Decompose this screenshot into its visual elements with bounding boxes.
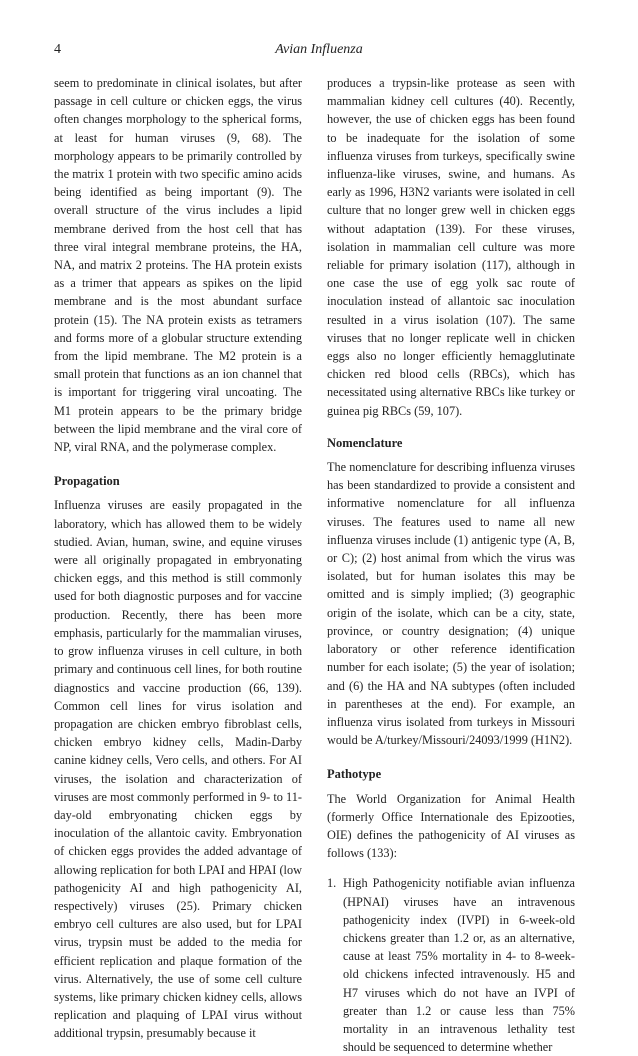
pathotype-list [327,874,575,1056]
running-title: Avian Influenza [275,42,363,57]
list-item-number: 1. [327,876,337,891]
intro-paragraph: seem to predominate in clinical isolates, but after passage in cell culture or chicken eggs, the virus often changes morphology to the spherical forms, at least for human viruses (9, 68). The morphology appears to be primarily controlled by the matrix 1 protein with two specific amino acids being identified as being important (9). The overall structure of the virus includes a lipid membrane derived from the host cell that has three viral integral membrane proteins, the HA, NA, and matrix 2 proteins. The HA protein exists as a trimer that appears as spikes on the lipid membrane and is the most abundant surface protein (15). The NA protein exists as tetramers and forms more of a globular structure extending from the lipid membrane. The M2 protein is a small protein that functions as an ion channel that is important for triggering viral uncoating. The M1 protein appears to be the primary bridge between the lipid membrane and the viral core of NP, viral RNA, and the polymerase complex. [54,76,302,455]
nomenclature-paragraph: The nomenclature for describing influenza viruses has been standardized to provide a consistent and informative nomenclature for all influenza viruses. The features used to name all new influenza viruses include (1) antigenic type (A, B, or C); (2) host animal from which the virus was isolated, but for human isolates this may be omitted and is simply implied; (3) geographic origin of the isolate, which can be a city, state, province, or country designation; (4) unique laboratory or other reference identification number for each isolate; (5) the year of isolation; and (6) the HA and NA subtypes (often included in parentheses at the end). For example, an influenza virus isolated from turkeys in Missouri would be A/turkey/Missouri/24093/1999 (H1N2). [327,460,575,748]
nomenclature-heading: Nomenclature [327,435,403,450]
page-header [54,42,584,62]
continuation-paragraph: produces a trypsin-like protease as seen with mammalian kidney cell cultures (40). Recently, however, the use of chicken eggs has been found to be inadequate for the isolation of some influenza viruses from turkeys, specifically swine influenza-like viruses, swine, and humans. As early as 1996, H3N2 variants were isolated in cell culture that no longer grew well in chicken eggs without adaptation (139). For these viruses, isolation in mammalian cell culture was more reliable for primary isolation (117), although in one case the use of egg yolk sac route of inoculation instead of allantoic sac inoculation resulted in a virus isolation (107). The same viruses that no longer replicate well in chicken eggs also no longer efficiently hemagglutinate chicken red blood cells (RBCs), which has necessitated using alternative RBCs like turkey or guinea pig RBCs (59, 107). [327,76,575,418]
left-column [54,74,302,1043]
list-item [327,874,575,1056]
propagation-paragraph: Influenza viruses are easily propagated in the laboratory, which has allowed them to be widely studied. Avian, human, swine, and equine viruses were all originally propagated in embryonating chicken eggs, and this method is still commonly used for both diagnostic purposes and for vaccine production. Recently, there has been more emphasis, particularly for the mammalian viruses, to grow influenza viruses in cell culture, in both primary and continuous cell lines, for both routine diagnostics and vaccine production (66, 139). Common cell lines for virus isolation and propagation are chicken embryo fibroblast cells, chicken embryo kidney cells, Madin-Darby canine kidney cells, Vero cells, and others. For AI viruses, the isolation and characterization of viruses are most commonly performed in 9- to 11-day-old embryonating chicken eggs by inoculation of the allantoic cavity. Embryonation of chicken eggs provides the added advantage of allowing replication for both LPAI and HPAI (low pathogenicity AI and high pathogenicity AI, respectively) viruses (25). Primary chicken embryo cell cultures are also used, but for LPAI virus, trypsin must be added to the media for efficient replication and plaque formation of the virus. Alternatively, the use of some cell culture systems, like primary chicken kidney cells, allows replication and plaquing of LPAI virus without additional trypsin, presumably because it [54,498,302,1041]
right-column [327,74,575,1056]
pathotype-paragraph: The World Organization for Animal Health (formerly Office Internationale des Epizooties, OIE) defines the pathogenicity of AI viruses as follows (133): [327,791,575,861]
pathotype-heading: Pathotype [327,767,382,782]
list-item-text: High Pathogenicity notifiable avian influenza (HPNAI) viruses have an intravenous pathogenicity index (IVPI) in 6-week-old chickens greater than 1.2 or, as an alternative, cause at least 75% mortality in 4- to 8-week-old chickens infected intravenously. H5 and H7 viruses which do not have an IVPI of greater than 1.2 or cause less than 75% mortality in an intravenous lethality test should be sequenced to determine whether [343,876,575,1055]
page-number: 4 [54,42,61,57]
propagation-heading: Propagation [54,474,120,489]
